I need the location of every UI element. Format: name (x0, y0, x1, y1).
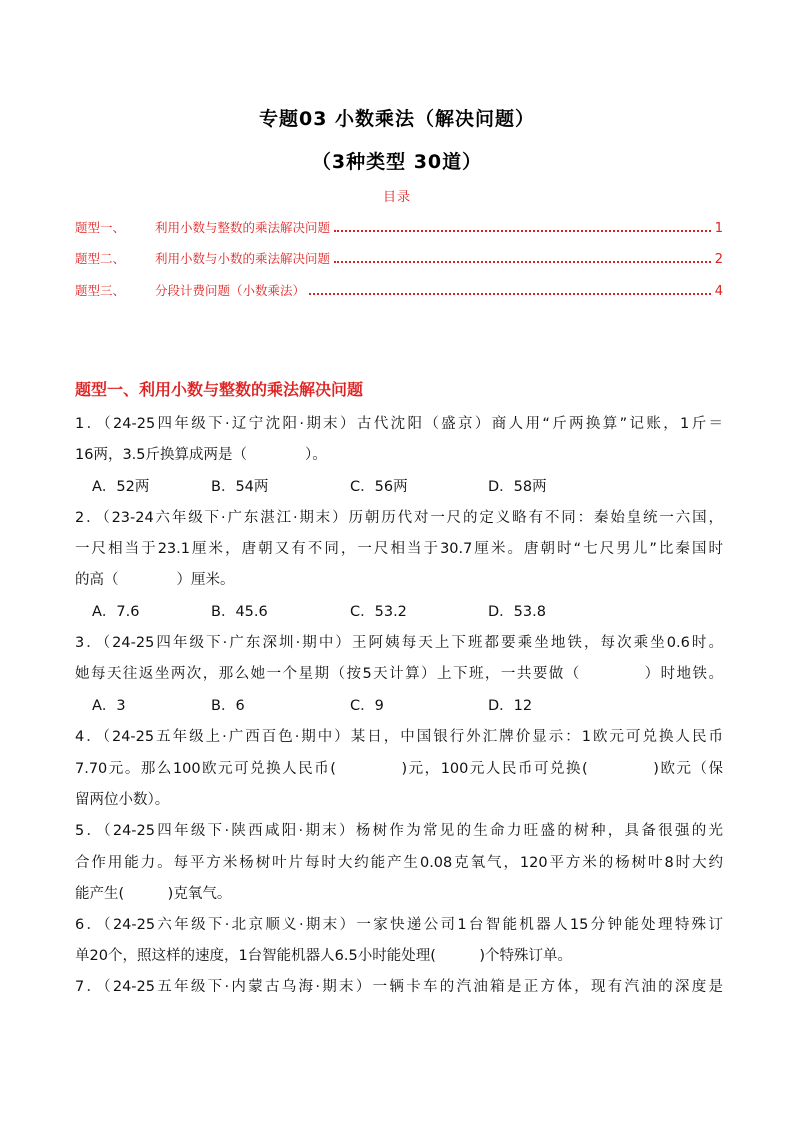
question-5-line: 能产生( )克氧气。 (75, 886, 232, 902)
question-2-line: 的高（ ）厘米。 (75, 572, 235, 588)
question-3-line: 她每天往返坐两次，那么她一个星期（按5天计算）上下班，一共要做（ ）时地铁。 (75, 666, 723, 682)
toc-dot-leader (334, 229, 711, 232)
toc-heading: 目录 (382, 190, 411, 205)
question-5-line: 5．（24-25四年级下·陕西咸阳·期末）杨树作为常见的生命力旺盛的树种，具备很强的光 (75, 823, 723, 839)
question-3-option-d: D．12 (488, 698, 533, 714)
toc-entry-1[interactable] (75, 218, 723, 236)
question-2-option-b: B．45.6 (211, 604, 268, 620)
question-4-line: 4．（24-25五年级上·广西百色·期中）某日，中国银行外汇牌价显示：1欧元可兑换人民币 (75, 729, 723, 745)
question-4-line: 留两位小数）。 (75, 792, 170, 808)
toc-entry-page: 1 (714, 221, 723, 236)
question-2-option-d: D．53.8 (488, 604, 546, 620)
question-7-line: 7．（24-25五年级下·内蒙古乌海·期末）一辆卡车的汽油箱是正方体，现有汽油的深度是 (75, 979, 723, 995)
document-title: 专题03 小数乘法（解决问题） (258, 108, 536, 130)
question-2-line: 一尺相当于23.1厘米，唐朝又有不同，一尺相当于30.7厘米。唐朝时“七尺男儿”比秦国时 (75, 541, 723, 557)
question-3-line: 3．（24-25四年级下·广东深圳·期中）王阿姨每天上下班都要乘坐地铁，每次乘坐0.6时。 (75, 635, 723, 651)
question-4-line: 7.70元。那么100欧元可兑换人民币( )元，100元人民币可兑换( )欧元（保 (75, 761, 723, 777)
question-1-line: 16两，3.5斤换算成两是（ ）。 (75, 447, 327, 463)
toc-entry-2[interactable] (75, 249, 723, 267)
question-3-option-b: B．6 (211, 698, 245, 714)
document-subtitle: （3种类型 30道） (311, 151, 483, 173)
question-1-option-c: C．56两 (350, 479, 408, 495)
toc-entry-label: 题型二、 (75, 251, 126, 266)
toc-entry-3[interactable] (75, 281, 723, 299)
question-1-option-a: A．52两 (92, 479, 150, 495)
question-3-option-a: A．3 (92, 698, 126, 714)
toc-entry-label: 题型一、 (75, 220, 126, 235)
toc-entry-page: 2 (714, 252, 723, 267)
toc-entry-name: 利用小数与整数的乘法解决问题 (155, 220, 331, 235)
toc-entry-name: 分段计费问题（小数乘法） (155, 283, 306, 298)
toc-entry-page: 4 (714, 284, 723, 299)
question-1-line: 1．（24-25四年级下·辽宁沈阳·期末）古代沈阳（盛京）商人用“斤两换算”记账，1斤＝ (75, 416, 723, 432)
question-1-option-b: B．54两 (211, 479, 269, 495)
question-5-line: 合作用能力。每平方米杨树叶片每时大约能产生0.08克氧气，120平方米的杨树叶8时大约 (75, 855, 723, 871)
question-2-option-c: C．53.2 (350, 604, 407, 620)
toc-entry-name: 利用小数与小数的乘法解决问题 (155, 251, 331, 266)
toc-entry-label: 题型三、 (75, 283, 126, 298)
question-6-line: 6．（24-25六年级下·北京顺义·期末）一家快递公司1台智能机器人15分钟能处理特殊订 (75, 917, 723, 933)
toc-dot-leader (334, 260, 711, 263)
question-1-option-d: D．58两 (488, 479, 547, 495)
section-heading: 题型一、利用小数与整数的乘法解决问题 (75, 380, 364, 399)
question-2-line: 2．（23-24六年级下·广东湛江·期末）历朝历代对一尺的定义略有不同：秦始皇统一六国， (75, 510, 723, 526)
toc-dot-leader (309, 292, 711, 295)
question-2-option-a: A．7.6 (92, 604, 140, 620)
question-6-line: 单20个，照这样的速度，1台智能机器人6.5小时能处理( )个特殊订单。 (75, 948, 573, 964)
question-3-option-c: C．9 (350, 698, 384, 714)
